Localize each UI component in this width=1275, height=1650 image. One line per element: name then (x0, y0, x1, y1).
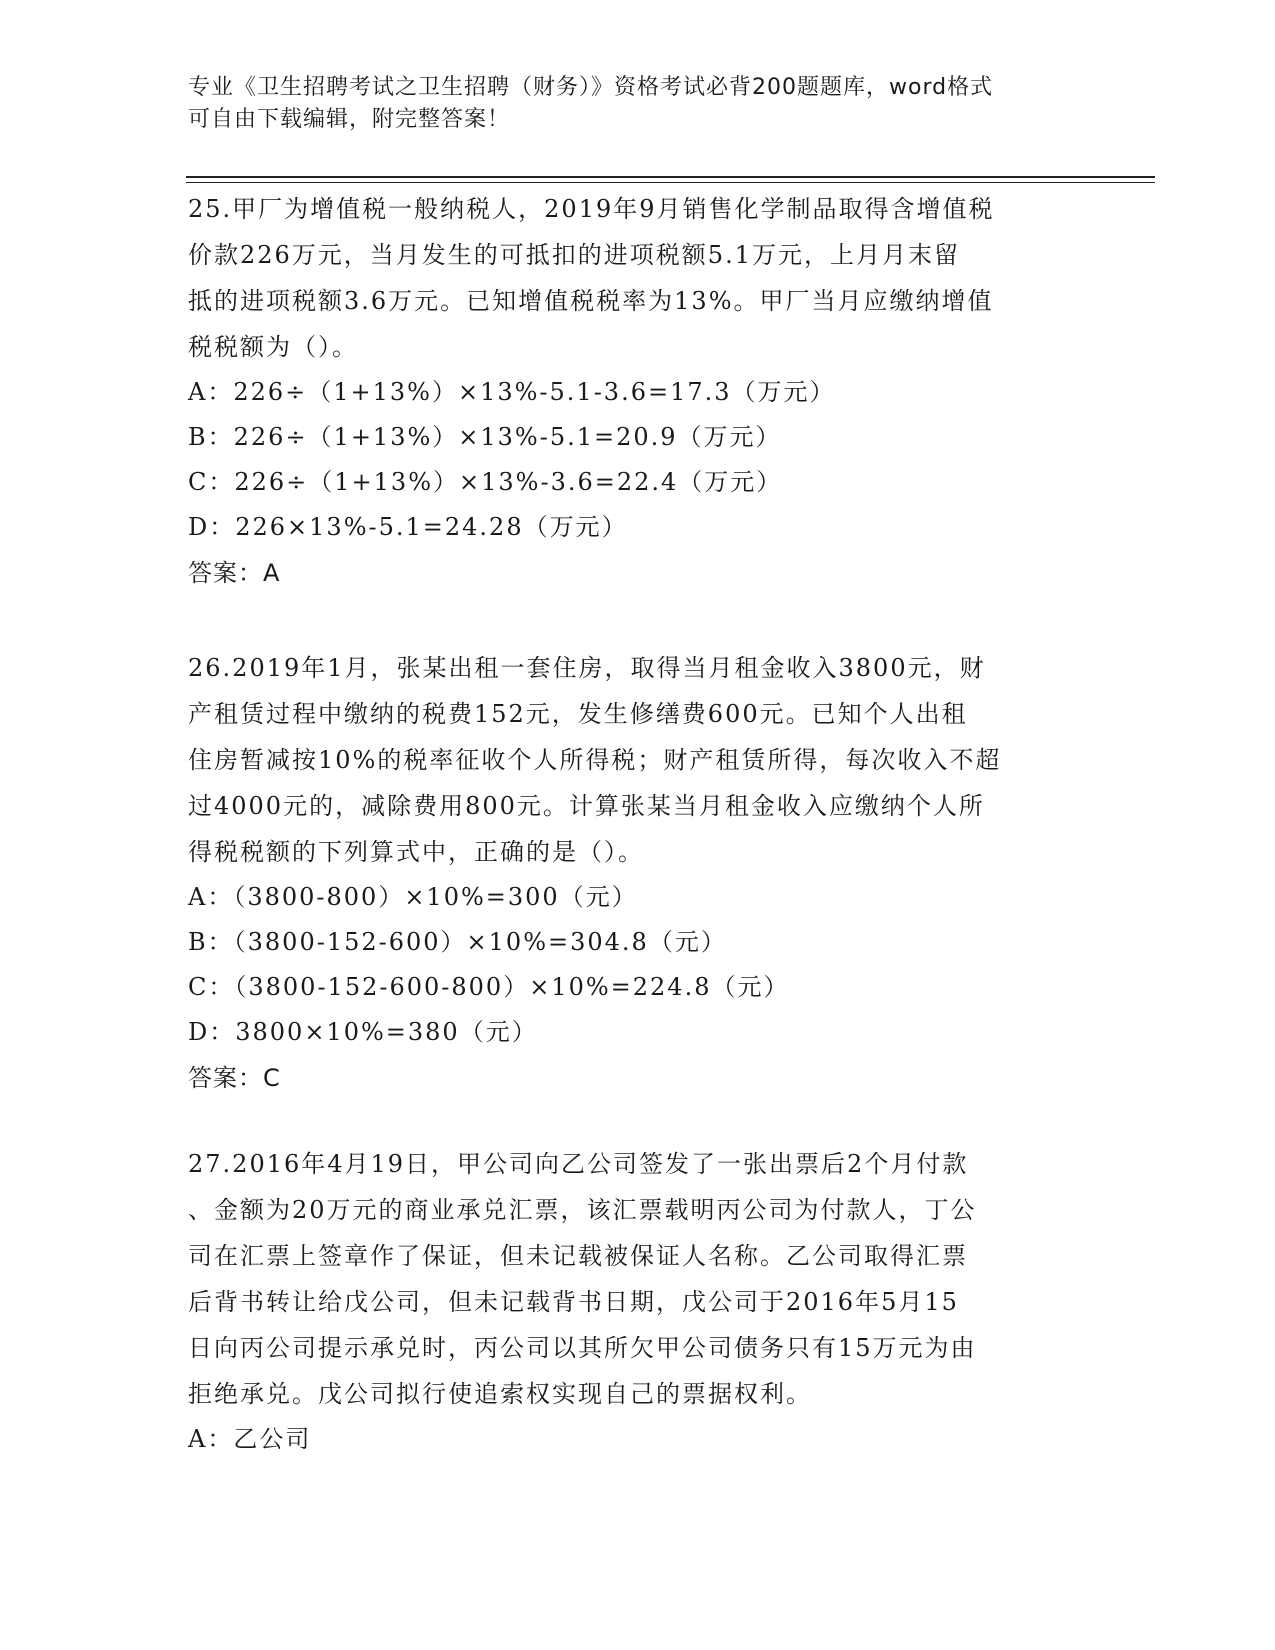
question-stem-line: 26.2019年1月，张某出租一套住房，取得当月租金收入3800元，财 (188, 654, 986, 682)
question-stem-line: 抵的进项税额3.6万元。已知增值税税率为13%。甲厂当月应缴纳增值 (188, 287, 994, 315)
question-stem-line: 税税额为（）。 (188, 333, 358, 361)
header-divider-thick (186, 176, 1155, 178)
header-divider-thin (186, 182, 1155, 183)
option-b: B：（3800-152-600）×10%=304.8（元） (188, 928, 727, 956)
option-c: C：（3800-152-600-800）×10%=224.8（元） (188, 973, 790, 1001)
header-line-1: 专业《卫生招聘考试之卫生招聘（财务）》资格考试必背200题题库，word格式 (188, 75, 994, 100)
option-c: C：226÷（1+13%）×13%-3.6=22.4（万元） (188, 468, 783, 496)
question-stem-line: 日向丙公司提示承兑时，丙公司以其所欠甲公司债务只有15万元为由 (188, 1334, 977, 1362)
document-header (188, 72, 1088, 136)
question-stem-line: 司在汇票上签章作了保证，但未记载被保证人名称。乙公司取得汇票 (188, 1242, 968, 1270)
question-26 (188, 645, 1078, 1101)
header-line-2: 可自由下载编辑，附完整答案！ (188, 107, 511, 132)
question-27 (188, 1141, 1078, 1462)
option-a: A：乙公司 (188, 1425, 312, 1453)
question-25 (188, 186, 1078, 596)
option-b: B：226÷（1+13%）×13%-5.1=20.9（万元） (188, 423, 782, 451)
answer-label: 答案：A (188, 559, 281, 587)
option-d: D：226×13%-5.1=24.28（万元） (188, 513, 628, 541)
question-stem-line: 25.甲厂为增值税一般纳税人，2019年9月销售化学制品取得含增值税 (188, 195, 995, 223)
question-stem-line: 产租赁过程中缴纳的税费152元，发生修缮费600元。已知个人出租 (188, 700, 968, 728)
question-stem-line: 后背书转让给戊公司，但未记载背书日期，戊公司于2016年5月15 (188, 1288, 959, 1316)
option-a: A：（3800-800）×10%=300（元） (188, 883, 638, 911)
option-a: A：226÷（1+13%）×13%-5.1-3.6=17.3（万元） (188, 378, 836, 406)
question-stem-line: 27.2016年4月19日，甲公司向乙公司签发了一张出票后2个月付款 (188, 1150, 969, 1178)
question-stem-line: 过4000元的，减除费用800元。计算张某当月租金收入应缴纳个人所 (188, 792, 985, 820)
question-stem-line: 住房暂减按10%的税率征收个人所得税；财产租赁所得，每次收入不超 (188, 746, 1002, 774)
question-stem-line: 拒绝承兑。戊公司拟行使追索权实现自己的票据权利。 (188, 1380, 812, 1408)
option-d: D：3800×10%=380（元） (188, 1018, 538, 1046)
question-stem-line: 价款226万元，当月发生的可抵扣的进项税额5.1万元，上月月末留 (188, 241, 960, 269)
answer-label: 答案：C (188, 1064, 281, 1092)
question-stem-line: 、金额为20万元的商业承兑汇票，该汇票载明丙公司为付款人，丁公 (188, 1196, 977, 1224)
question-stem-line: 得税税额的下列算式中，正确的是（）。 (188, 838, 644, 866)
